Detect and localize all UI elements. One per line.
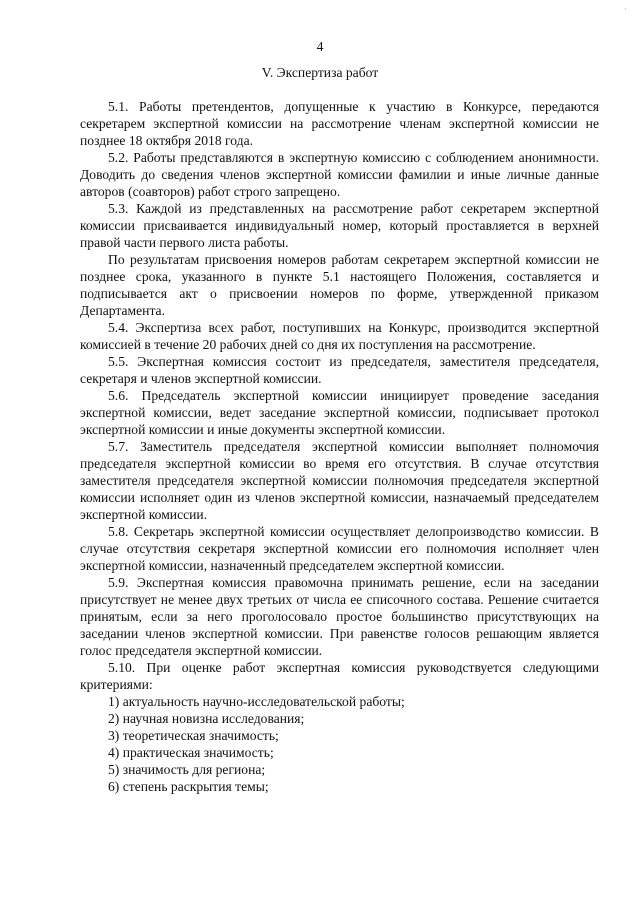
list-item: 1) актуальность научно-исследовательской работы;: [108, 694, 405, 709]
paragraph-5-3-continued: По результатам присвоения номеров работам секретарем экспертной комиссии не позднее срока, указанного в пункте 5.1 настоящего Положения, составляется и подписывается акт о присвоении номеров по форме, утвержденной приказом Департамента.: [80, 252, 599, 318]
section-title: V. Экспертиза работ: [261, 65, 379, 80]
list-item: 5) значимость для региона;: [108, 762, 266, 777]
list-item: 3) теоретическая значимость;: [108, 728, 279, 743]
paragraph-5-2: 5.2. Работы представляются в экспертную комиссию с соблюдением анонимности. Доводить до сведения членов экспертной комиссии фамилии и иные личные данные авторов (соавторов) работ строго запрещено.: [80, 150, 599, 199]
criteria-list: [80, 693, 599, 795]
paragraph-5-3: 5.3. Каждой из представленных на рассмотрение работ секретарем экспертной комиссии присваивается индивидуальный номер, который проставляется в верхней правой части первого листа работы.: [80, 201, 599, 250]
page-number: 4: [316, 39, 324, 54]
paragraph-5-6: 5.6. Председатель экспертной комиссии инициирует проведение заседания экспертной комиссии, ведет заседание экспертной комиссии, подписывает протокол экспертной комиссии и иные документы экспертной комиссии.: [80, 388, 599, 437]
list-item: 6) степень раскрытия темы;: [108, 779, 269, 794]
paragraph-5-4: 5.4. Экспертиза всех работ, поступивших на Конкурс, производится экспертной комиссией в течение 20 рабочих дней со дня их поступления на рассмотрение.: [80, 320, 599, 352]
list-item: 2) научная новизна исследования;: [108, 711, 305, 726]
paragraph-5-1: 5.1. Работы претендентов, допущенные к участию в Конкурсе, передаются секретарем экспертной комиссии на рассмотрение членам экспертной комиссии не позднее 18 октября 2018 года.: [80, 99, 599, 148]
paragraph-5-5: 5.5. Экспертная комиссия состоит из председателя, заместителя председателя, секретаря и членов экспертной комиссии.: [80, 354, 599, 386]
paragraph-5-9: 5.9. Экспертная комиссия правомочна принимать решение, если на заседании присутствует не менее двух третьих от числа ее списочного состава. Решение считается принятым, если за него проголосовало простое большинство присутствующих на заседании членов экспертной комиссии. При равенстве голосов решающим является голос председателя экспертной комиссии.: [80, 575, 599, 658]
paragraph-5-10: 5.10. При оценке работ экспертная комиссия руководствуется следующими критериями:: [80, 660, 599, 692]
paragraph-5-7: 5.7. Заместитель председателя экспертной комиссии выполняет полномочия председателя экспертной комиссии во время его отсутствия. В случае отсутствия заместителя председателя экспертной комиссии полномочия председателя экспертной комиссии исполняет один из членов экспертной комиссии, назначаемый председателем экспертной комиссии.: [80, 439, 599, 522]
document-body: [80, 98, 599, 795]
paragraph-5-8: 5.8. Секретарь экспертной комиссии осуществляет делопроизводство комиссии. В случае отсутствия секретаря экспертной комиссии его полномочия исполняет член экспертной комиссии, назначенный председателем экспертной комиссии.: [80, 524, 599, 573]
list-item: 4) практическая значимость;: [108, 745, 274, 760]
corner-mark-icon: ·: [624, 5, 627, 14]
